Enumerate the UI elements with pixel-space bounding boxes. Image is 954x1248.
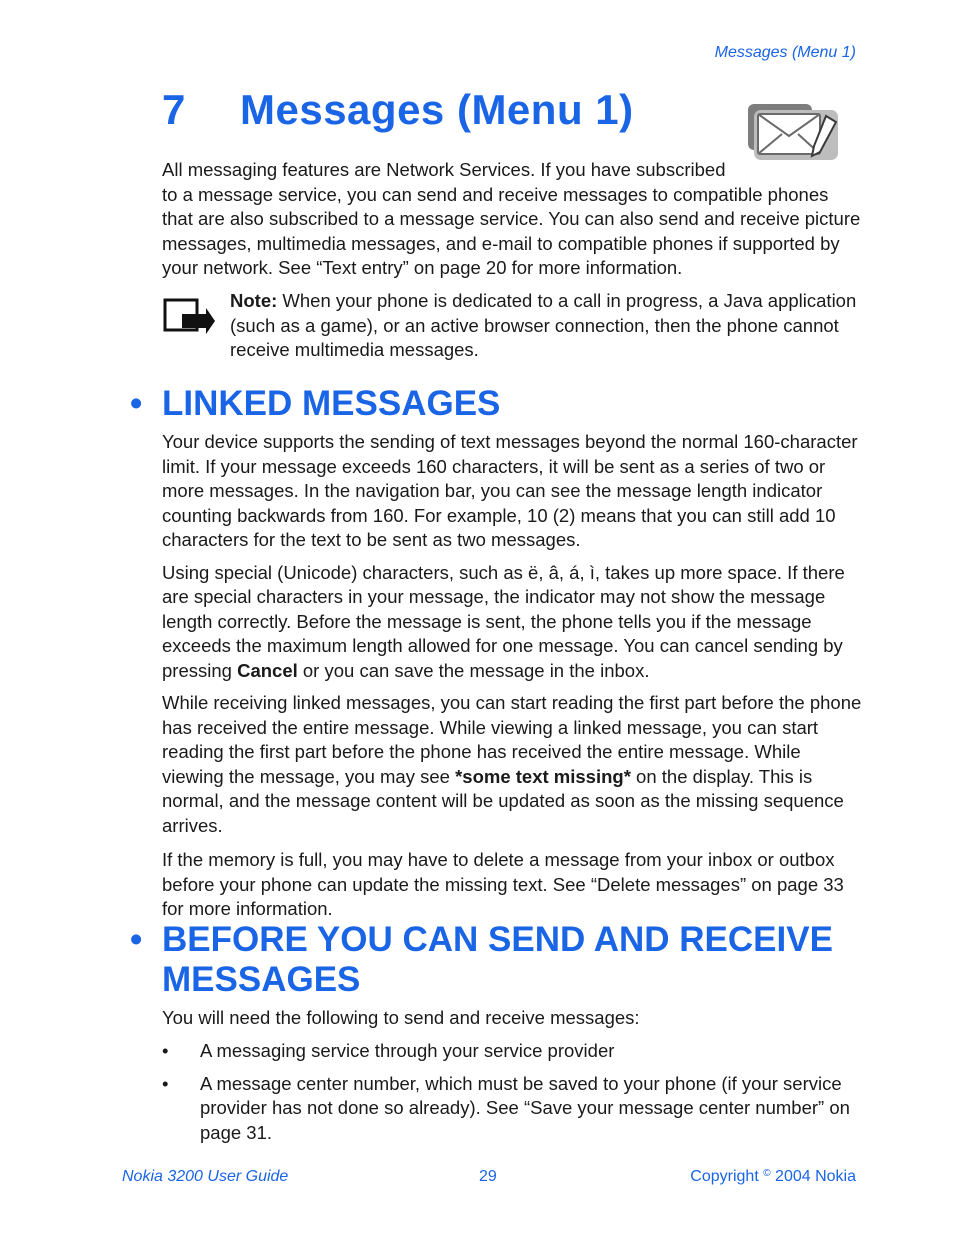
page-number: 29 — [479, 1168, 497, 1185]
section-bullet: • — [130, 920, 143, 959]
list-item — [162, 1039, 862, 1064]
envelope-pen-icon — [746, 100, 844, 162]
list-item-text: A messaging service through your service provider — [200, 1040, 615, 1061]
section-heading-linked-messages — [130, 384, 890, 424]
before-send-intro: You will need the following to send and receive messages: — [162, 1007, 640, 1028]
intro-paragraph — [162, 158, 862, 281]
missing-text-keyword: *some text missing* — [455, 765, 631, 787]
requirements-list — [162, 1039, 862, 1153]
linked-p3: While receiving linked messages, you can start reading the first part before the phone has received the entire message. While viewing a linked message, you can start reading the first part before the phone has received the entire message. While viewing the message, you may see *some text missing* on the display. This is normal, and the message content will be updated as soon as the missing sequence arrives. — [162, 692, 862, 836]
list-item — [162, 1072, 862, 1146]
linked-p2: Using special (Unicode) characters, such as ë, â, á, ì, takes up more space. If there are special characters in your message, the indicator may not show the message length correctly. Before the message is sent, the phone tells you if the message exceeds the maximum length allowed for one message. You can cancel sending by pressing Cancel or you can save the message in the inbox. — [162, 561, 845, 681]
running-head: Messages (Menu 1) — [714, 44, 856, 61]
section-heading-before-send — [130, 920, 890, 1000]
chapter-number: 7 — [162, 86, 186, 133]
chapter-title-text: Messages (Menu 1) — [240, 86, 634, 133]
cancel-keyword: Cancel — [237, 659, 298, 681]
list-bullet: • — [162, 1040, 169, 1061]
note-icon — [162, 296, 216, 336]
section-heading-line2: MESSAGES — [162, 960, 361, 999]
note-text — [230, 289, 858, 363]
intro-rest: to a message service, you can send and receive messages to compatible phones that are also subscribed to a message service. You can also send and receive picture messages, multimedia messages, and e-mail to compatible phones if supported by your network. See “Text entry” on page 20 for more information. — [162, 183, 861, 278]
list-item-text: A message center number, which must be saved to your phone (if your service provider has not done so already). See “Save your message center number” on page 31. — [200, 1072, 850, 1143]
note-body: When your phone is dedicated to a call in progress, a Java application (such as a game), or an active browser connection, then the phone cannot receive multimedia messages. — [230, 290, 857, 360]
chapter-title — [162, 86, 634, 134]
section-bullet: • — [130, 384, 143, 423]
list-bullet: • — [162, 1072, 169, 1094]
section-heading-text: LINKED MESSAGES — [162, 384, 501, 423]
intro-line1: All messaging features are Network Services. If you have subscribed — [162, 159, 726, 180]
section-heading-line1: BEFORE YOU CAN SEND AND RECEIVE — [162, 920, 833, 959]
copyright-symbol: © — [763, 1168, 771, 1179]
footer-guide-title: Nokia 3200 User Guide — [122, 1168, 289, 1185]
note-label: Note: — [230, 290, 278, 311]
footer-copyright: Copyright © 2004 Nokia — [690, 1168, 856, 1185]
linked-messages-body — [162, 430, 862, 922]
linked-p4: If the memory is full, you may have to delete a message from your inbox or outbox before your phone can update the missing text. See “Delete messages” on page 33 for more information. — [162, 849, 844, 919]
linked-p1: Your device supports the sending of text messages beyond the normal 160-character limit. If your message exceeds 160 characters, it will be sent as a series of two or more messages. In the navigation bar, you can see the message length indicator counting backwards from 160. For example, 10 (2) means that you can still add 10 characters for the text to be sent as two messages. — [162, 431, 858, 550]
